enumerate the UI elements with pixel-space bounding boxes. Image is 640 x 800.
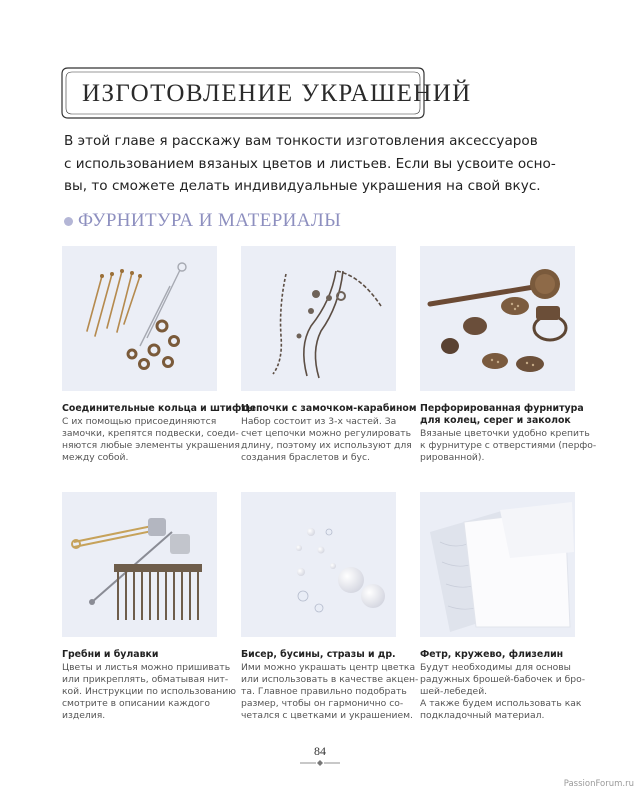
card-description [241,416,412,464]
card-body-line: создания браслетов и бус. [241,452,370,463]
intro-line: с использованием вязаных цветов и листьев. Если вы усвоите осно- [64,155,556,172]
card-body-line: смотрите в описании каждого [62,698,211,709]
card-title-line: Гребни и булавки [62,649,159,660]
perforated-findings-photo [420,246,575,391]
card-title-line: Перфорированная фурнитура [420,403,584,414]
material-card [241,492,419,722]
page-title: ИЗГОТОВЛЕНИЕ УКРАШЕНИЙ [82,80,472,107]
card-body-line: Будут необходимы для основы [420,662,571,673]
card-title [420,403,584,427]
card-body-line: Ими можно украшать центр цветка [241,662,416,673]
section-bullet-icon [64,217,73,226]
page-number-ornament [298,759,342,767]
watermark: PassionForum.ru [563,779,634,789]
card-title [420,649,575,661]
felt-lace-interfacing-photo [420,492,575,637]
card-title [241,649,396,661]
card-title-line: Бисер, бусины, стразы и др. [241,649,396,660]
card-title [62,649,217,661]
intro-line: вы, то сможете делать индивидуальные украшения на свой вкус. [64,178,541,194]
card-body-line: няются любые элементы украшения [62,440,240,451]
card-description [420,662,586,722]
material-card [62,246,256,464]
card-title [62,403,256,415]
section-title: ФУРНИТУРА И МАТЕРИАЛЫ [78,210,342,231]
material-card [62,492,236,722]
jump-rings-and-pins-photo [62,246,217,391]
card-body-line: четался с цветками и украшением. [241,710,413,721]
card-body-line: Вязаные цветочки удобно крепить [420,428,590,439]
card-description [420,428,597,464]
card-body-line: кой. Инструкции по использованию [62,686,236,697]
section-heading [64,209,341,233]
card-body-line: подкладочный материал. [420,710,545,721]
card-body-line: рированной). [420,452,485,463]
chapter-title-frame [60,66,472,120]
card-description [241,662,419,722]
card-body-line: та. Главное правильно подобрать [241,686,407,697]
card-body-line: счет цепочки можно регулировать [241,428,412,439]
material-card [420,492,586,722]
card-body-line: Набор состоит из 3-х частей. За [241,416,397,427]
card-body-line: радужных брошей-бабочек и бро- [420,674,586,685]
card-body-line: С их помощью присоединяются [62,416,217,427]
chains-photo [241,246,396,391]
card-body-line: или прикреплять, обматывая нит- [62,674,229,685]
combs-and-brooch-pins-photo [62,492,217,637]
card-title [241,403,417,415]
material-card [241,246,417,464]
card-body-line: шей-лебедей. [420,686,488,697]
card-body-line: А также будем использовать как [420,698,582,709]
intro-paragraph [64,130,584,198]
card-title-line: Фетр, кружево, флизелин [420,649,564,660]
card-description [62,416,240,464]
card-title-line: Соединительные кольца и штифты [62,403,256,414]
card-body-line: размер, чтобы он гармонично со- [241,698,404,709]
card-description [62,662,236,722]
card-body-line: замочки, крепятся подвески, соеди- [62,428,239,439]
intro-line: В этой главе я расскажу вам тонкости изготовления аксессуаров [64,133,538,149]
card-body-line: Цветы и листья можно пришивать [62,662,231,673]
card-body-line: изделия. [62,710,106,721]
material-card [420,246,597,464]
card-title-line: для колец, серег и заколок [420,415,571,426]
card-body-line: между собой. [62,452,129,463]
page-number: 84 [314,744,326,758]
card-body-line: или использовать в качестве акцен- [241,674,419,685]
card-body-line: длину, поэтому их используют для [241,440,412,451]
card-body-line: к фурнитуре с отверстиями (перфо- [420,440,597,451]
card-title-line: Цепочки с замочком-карабином [241,403,417,414]
beads-and-rhinestones-photo [241,492,396,637]
